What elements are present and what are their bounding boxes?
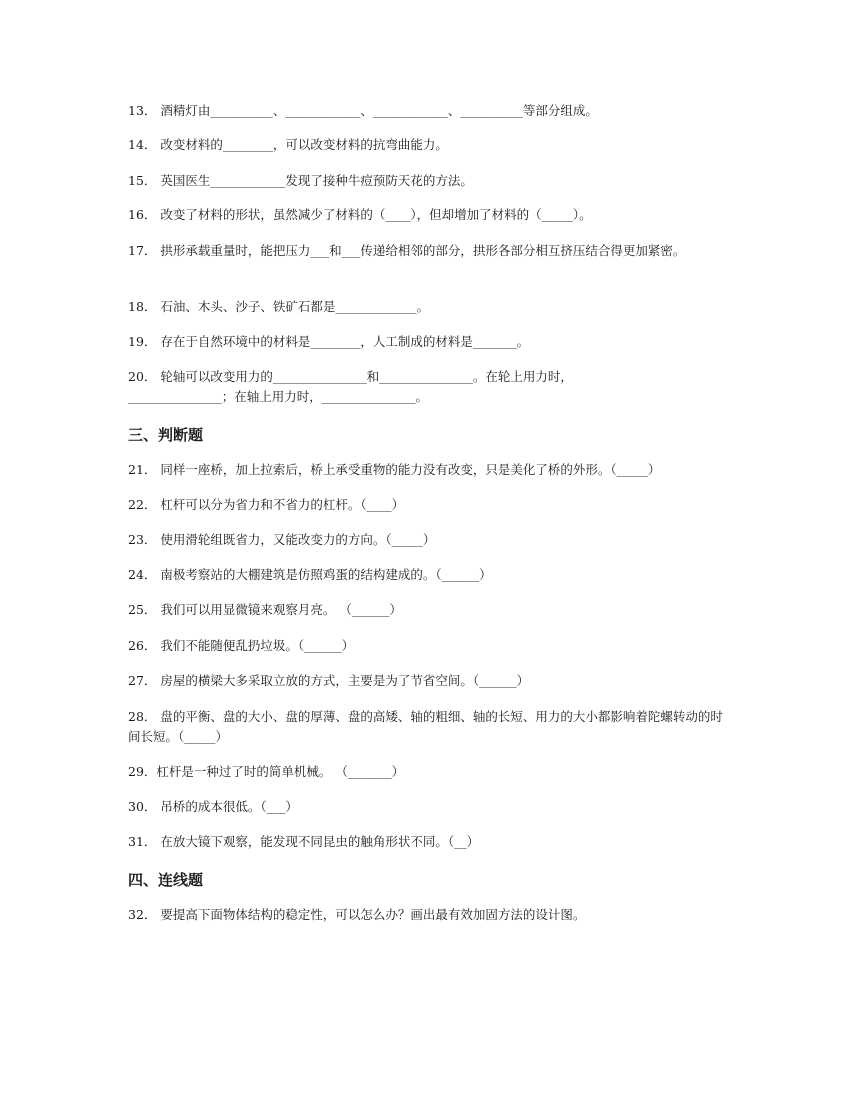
question-30: 30． 吊桥的成本很低。（___） (128, 799, 298, 814)
question-16: 16． 改变了材料的形状，虽然减少了材料的（____），但却增加了材料的（_____）。 (128, 207, 592, 222)
question-27: 27． 房屋的横梁大多采取立放的方式，主要是为了节省空间。（______） (128, 673, 530, 688)
question-20-line2: _______________；在轴上用力时，_______________。 (128, 389, 429, 404)
question-14: 14． 改变材料的________，可以改变材料的抗弯曲能力。 (128, 137, 448, 152)
question-18: 18． 石油、木头、沙子、铁矿石都是_____________。 (128, 299, 430, 314)
question-15: 15． 英国医生____________发现了接种牛痘预防天花的方法。 (128, 173, 473, 188)
question-13: 13． 酒精灯由__________、____________、____________、__________等部分组成。 (128, 103, 598, 118)
question-22: 22． 杠杆可以分为省力和不省力的杠杆。（____） (128, 497, 405, 512)
question-31: 31． 在放大镜下观察，能发现不同昆虫的触角形状不同。（__） (128, 834, 480, 849)
section-heading-matching: 四、连线题 (128, 871, 204, 889)
question-23: 23． 使用滑轮组既省力，又能改变力的方向。（_____） (128, 532, 436, 547)
question-32: 32． 要提高下面物体结构的稳定性，可以怎么办？画出最有效加固方法的设计图。 (128, 907, 586, 922)
question-17: 17． 拱形承载重量时，能把压力___和___传递给相邻的部分，拱形各部分相互挤压结合得更加紧密。 (128, 243, 686, 258)
question-26: 26． 我们不能随便乱扔垃圾。（______） (128, 638, 355, 653)
question-19: 19． 存在于自然环境中的材料是________，人工制成的材料是_______。 (128, 334, 530, 349)
question-21: 21． 同样一座桥，加上拉索后，桥上承受重物的能力没有改变，只是美化了桥的外形。（_____） (128, 462, 661, 477)
question-24: 24． 南极考察站的大棚建筑是仿照鸡蛋的结构建成的。（______） (128, 567, 492, 582)
question-29: 29．杠杆是一种过了时的简单机械。 （_______） (128, 764, 405, 779)
question-28: 28． 盘的平衡、盘的大小、盘的厚薄、盘的高矮、轴的粗细、轴的长短、用力的大小都影响着陀螺转动的时间长短。（_____） (128, 709, 723, 744)
section-heading-judgment: 三、判断题 (128, 426, 204, 444)
question-25: 25． 我们可以用显微镜来观察月亮。 （______） (128, 602, 402, 617)
question-20-line1: 20． 轮轴可以改变用力的_______________和_______________。在轮上用力时， (128, 369, 573, 384)
